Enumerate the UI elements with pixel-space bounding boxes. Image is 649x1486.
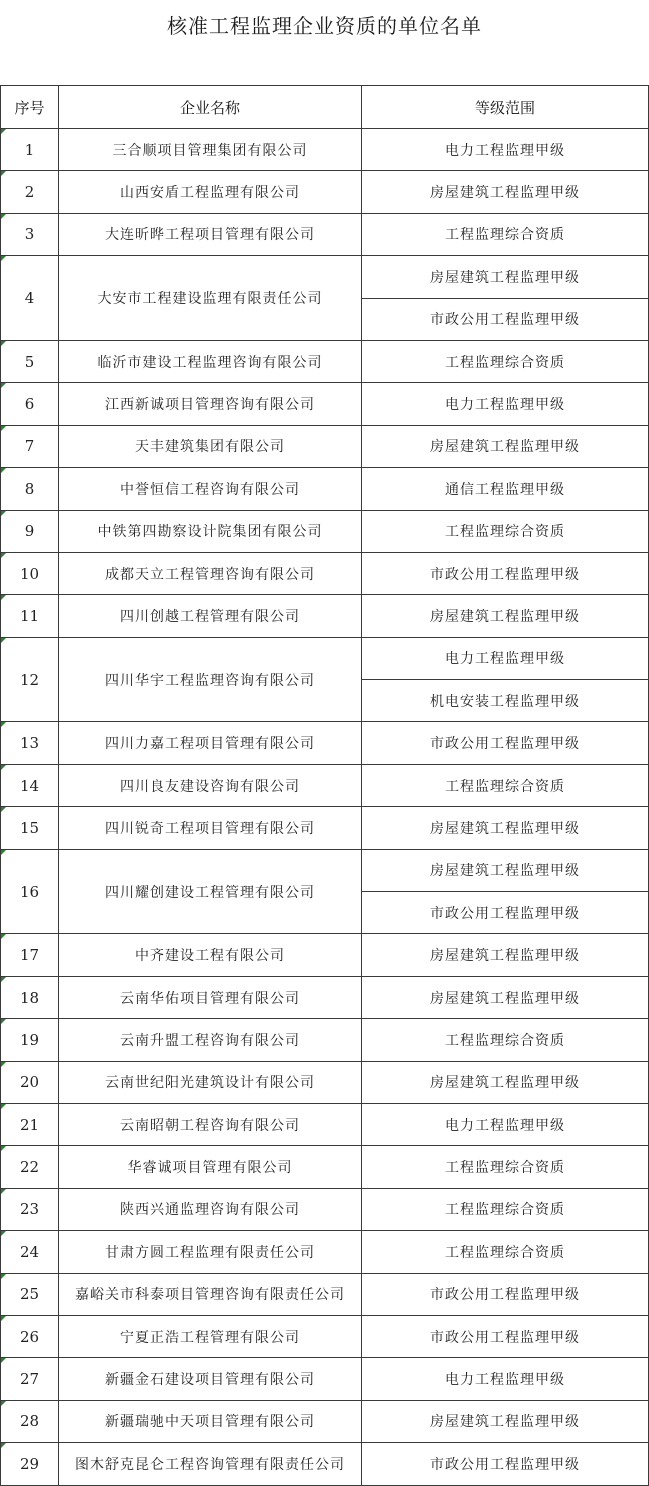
table-row [1, 849, 649, 891]
company-name: 四川耀创建设工程管理有限公司 [59, 849, 362, 934]
table-row [1, 637, 649, 679]
table-row [1, 129, 649, 171]
qualification-scope: 房屋建筑工程监理甲级 [362, 976, 649, 1018]
company-name: 云南升盟工程咨询有限公司 [59, 1019, 362, 1061]
row-index: 29 [1, 1443, 59, 1485]
row-index: 1 [1, 129, 59, 171]
row-index: 4 [1, 256, 59, 341]
qualification-scope: 电力工程监理甲级 [362, 1103, 649, 1145]
row-index: 26 [1, 1315, 59, 1357]
table-row [1, 1400, 649, 1442]
qualification-scope: 机电安装工程监理甲级 [362, 680, 649, 722]
row-index: 7 [1, 425, 59, 467]
company-name: 云南世纪阳光建筑设计有限公司 [59, 1061, 362, 1103]
company-name: 云南昭朝工程咨询有限公司 [59, 1103, 362, 1145]
company-name: 云南华佑项目管理有限公司 [59, 976, 362, 1018]
table-row [1, 213, 649, 255]
header-index: 序号 [1, 86, 59, 129]
table-row [1, 1443, 649, 1485]
company-name: 大连昕晔工程项目管理有限公司 [59, 213, 362, 255]
table-row [1, 340, 649, 382]
company-name: 三合顺项目管理集团有限公司 [59, 129, 362, 171]
qualification-scope: 电力工程监理甲级 [362, 1358, 649, 1400]
company-name: 陕西兴通监理咨询有限公司 [59, 1188, 362, 1230]
company-name: 甘肃方圆工程监理有限责任公司 [59, 1231, 362, 1273]
row-index: 11 [1, 595, 59, 637]
table-row [1, 1146, 649, 1188]
company-name: 四川锐奇工程项目管理有限公司 [59, 807, 362, 849]
company-name: 中誉恒信工程咨询有限公司 [59, 468, 362, 510]
qualification-scope: 房屋建筑工程监理甲级 [362, 425, 649, 467]
header-scope: 等级范围 [362, 86, 649, 129]
qualification-scope: 房屋建筑工程监理甲级 [362, 256, 649, 298]
qualification-scope: 房屋建筑工程监理甲级 [362, 171, 649, 213]
row-index: 16 [1, 849, 59, 934]
company-name: 江西新诚项目管理咨询有限公司 [59, 383, 362, 425]
row-index: 17 [1, 934, 59, 976]
row-index: 13 [1, 722, 59, 764]
table-body [1, 129, 649, 1486]
company-name: 山西安盾工程监理有限公司 [59, 171, 362, 213]
company-name: 大安市工程建设监理有限责任公司 [59, 256, 362, 341]
table-row [1, 1358, 649, 1400]
table-row [1, 722, 649, 764]
row-index: 20 [1, 1061, 59, 1103]
company-name: 成都天立工程管理咨询有限公司 [59, 552, 362, 594]
qualification-scope: 房屋建筑工程监理甲级 [362, 595, 649, 637]
table-row [1, 552, 649, 594]
qualification-scope: 电力工程监理甲级 [362, 129, 649, 171]
company-name: 新疆金石建设项目管理有限公司 [59, 1358, 362, 1400]
row-index: 21 [1, 1103, 59, 1145]
row-index: 10 [1, 552, 59, 594]
qualification-scope: 电力工程监理甲级 [362, 383, 649, 425]
qualification-scope: 市政公用工程监理甲级 [362, 1273, 649, 1315]
company-name: 四川力嘉工程项目管理有限公司 [59, 722, 362, 764]
table-row [1, 1231, 649, 1273]
table-row [1, 807, 649, 849]
company-name: 临沂市建设工程监理咨询有限公司 [59, 340, 362, 382]
table-header-row [1, 86, 649, 129]
qualification-scope: 市政公用工程监理甲级 [362, 552, 649, 594]
row-index: 19 [1, 1019, 59, 1061]
qualification-scope: 工程监理综合资质 [362, 1019, 649, 1061]
company-name: 四川创越工程管理有限公司 [59, 595, 362, 637]
qualification-scope: 工程监理综合资质 [362, 1231, 649, 1273]
qualification-scope: 市政公用工程监理甲级 [362, 892, 649, 934]
table-row [1, 510, 649, 552]
page-title: 核准工程监理企业资质的单位名单 [167, 14, 482, 38]
row-index: 6 [1, 383, 59, 425]
qualification-scope: 房屋建筑工程监理甲级 [362, 807, 649, 849]
row-index: 14 [1, 764, 59, 806]
qualification-scope: 电力工程监理甲级 [362, 637, 649, 679]
qualification-scope: 工程监理综合资质 [362, 764, 649, 806]
table-row [1, 764, 649, 806]
row-index: 12 [1, 637, 59, 722]
row-index: 5 [1, 340, 59, 382]
qualification-scope: 市政公用工程监理甲级 [362, 1315, 649, 1357]
company-name: 中铁第四勘察设计院集团有限公司 [59, 510, 362, 552]
qualification-scope: 工程监理综合资质 [362, 1146, 649, 1188]
table-row [1, 976, 649, 1018]
table-row [1, 595, 649, 637]
table-row [1, 425, 649, 467]
company-name: 天丰建筑集团有限公司 [59, 425, 362, 467]
table-row [1, 1315, 649, 1357]
qualification-scope: 工程监理综合资质 [362, 1188, 649, 1230]
qualification-scope: 工程监理综合资质 [362, 510, 649, 552]
table-row [1, 383, 649, 425]
table-row [1, 934, 649, 976]
row-index: 25 [1, 1273, 59, 1315]
company-name: 四川华宇工程监理咨询有限公司 [59, 637, 362, 722]
qualification-scope: 房屋建筑工程监理甲级 [362, 849, 649, 891]
company-name: 图木舒克昆仑工程咨询管理有限责任公司 [59, 1443, 362, 1485]
company-table [0, 85, 649, 1486]
company-name: 新疆瑞驰中天项目管理有限公司 [59, 1400, 362, 1442]
row-index: 22 [1, 1146, 59, 1188]
row-index: 28 [1, 1400, 59, 1442]
table-row [1, 256, 649, 298]
qualification-scope: 市政公用工程监理甲级 [362, 298, 649, 340]
table-row [1, 468, 649, 510]
row-index: 23 [1, 1188, 59, 1230]
company-name: 四川良友建设咨询有限公司 [59, 764, 362, 806]
qualification-scope: 工程监理综合资质 [362, 213, 649, 255]
qualification-scope: 房屋建筑工程监理甲级 [362, 1061, 649, 1103]
company-name: 宁夏正浩工程管理有限公司 [59, 1315, 362, 1357]
company-name: 华睿诚项目管理有限公司 [59, 1146, 362, 1188]
table-row [1, 1103, 649, 1145]
row-index: 18 [1, 976, 59, 1018]
table-row [1, 1188, 649, 1230]
qualification-scope: 市政公用工程监理甲级 [362, 1443, 649, 1485]
header-company-name: 企业名称 [59, 86, 362, 129]
row-index: 27 [1, 1358, 59, 1400]
company-name: 嘉峪关市科泰项目管理咨询有限责任公司 [59, 1273, 362, 1315]
qualification-scope: 房屋建筑工程监理甲级 [362, 1400, 649, 1442]
qualification-scope: 通信工程监理甲级 [362, 468, 649, 510]
table-row [1, 1019, 649, 1061]
row-index: 3 [1, 213, 59, 255]
row-index: 9 [1, 510, 59, 552]
qualification-scope: 市政公用工程监理甲级 [362, 722, 649, 764]
qualification-scope: 工程监理综合资质 [362, 340, 649, 382]
row-index: 8 [1, 468, 59, 510]
row-index: 2 [1, 171, 59, 213]
row-index: 24 [1, 1231, 59, 1273]
company-name: 中齐建设工程有限公司 [59, 934, 362, 976]
row-index: 15 [1, 807, 59, 849]
qualification-scope: 房屋建筑工程监理甲级 [362, 934, 649, 976]
table-row [1, 171, 649, 213]
table-row [1, 1061, 649, 1103]
table-row [1, 1273, 649, 1315]
